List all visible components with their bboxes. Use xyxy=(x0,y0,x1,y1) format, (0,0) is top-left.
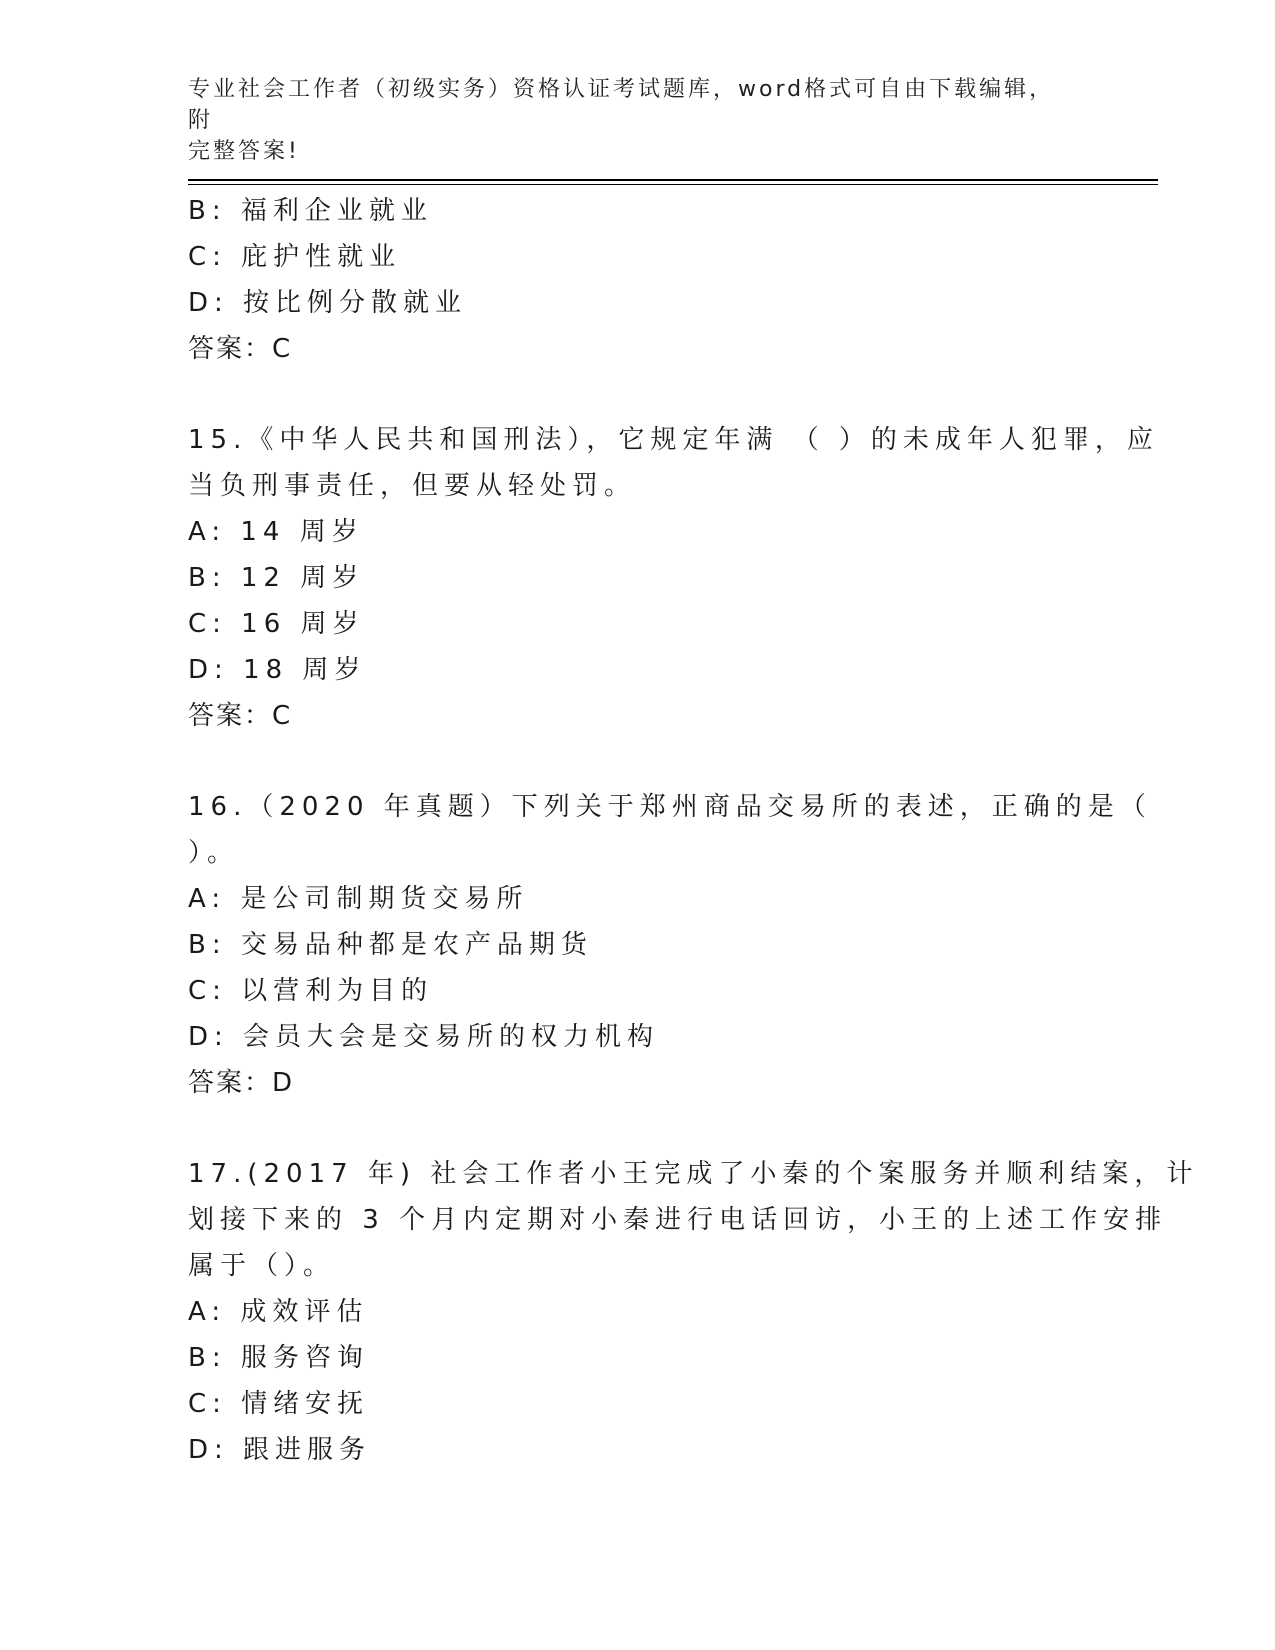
question-stem-line: ）。 xyxy=(188,838,240,868)
option-b: B: 福利企业就业 xyxy=(188,196,433,226)
header-line-1: 专业社会工作者（初级实务）资格认证考试题库，word格式可自由下载编辑，附 xyxy=(188,77,1055,133)
question-spacer xyxy=(188,372,1088,417)
option-c: C: 16 周岁 xyxy=(188,609,365,639)
option-b: B: 12 周岁 xyxy=(188,563,365,593)
question-stem-line: 划接下来的 3 个月内定期对小秦进行电话回访，小王的上述工作安排 xyxy=(188,1205,1168,1235)
answer-label: 答案：C xyxy=(188,334,293,364)
option-c: C: 庇护性就业 xyxy=(188,242,402,272)
question-spacer xyxy=(188,1106,1088,1151)
answer-label: 答案：D xyxy=(188,1068,295,1098)
question-stem-line: 17.(2017 年) 社会工作者小王完成了小秦的个案服务并顺利结案，计 xyxy=(188,1159,1199,1189)
option-c: C: 情绪安抚 xyxy=(188,1389,370,1419)
question-stem-line: 属于（）。 xyxy=(188,1251,336,1281)
question-15 xyxy=(188,417,1159,739)
option-b: B: 交易品种都是农产品期货 xyxy=(188,930,593,960)
option-a: A: 是公司制期货交易所 xyxy=(188,884,529,914)
question-17 xyxy=(188,1151,1199,1473)
option-b: B: 服务咨询 xyxy=(188,1343,369,1373)
option-d: D: 会员大会是交易所的权力机构 xyxy=(188,1022,660,1052)
page-header xyxy=(188,74,1068,167)
question-spacer xyxy=(188,739,1088,784)
answer-label: 答案：C xyxy=(188,701,293,731)
question-stem-line: 当负刑事责任，但要从轻处罚。 xyxy=(188,471,637,501)
question-content xyxy=(188,188,1199,1473)
option-a: A: 14 周岁 xyxy=(188,517,364,547)
question-16 xyxy=(188,784,1152,1106)
option-d: D: 按比例分散就业 xyxy=(188,288,468,318)
question-stem-line: 16.（2020 年真题）下列关于郑州商品交易所的表述，正确的是（ xyxy=(188,792,1152,822)
question-stem-line: 15.《中华人民共和国刑法），它规定年满 （ ）的未成年人犯罪，应 xyxy=(188,425,1159,455)
option-a: A: 成效评估 xyxy=(188,1297,369,1327)
header-divider-thick xyxy=(188,179,1158,181)
header-line-2: 完整答案! xyxy=(188,139,300,164)
option-d: D: 18 周岁 xyxy=(188,655,367,685)
option-d: D: 跟进服务 xyxy=(188,1435,372,1465)
header-divider-thin xyxy=(188,184,1158,185)
question-14 xyxy=(188,188,1088,372)
option-c: C: 以营利为目的 xyxy=(188,976,434,1006)
